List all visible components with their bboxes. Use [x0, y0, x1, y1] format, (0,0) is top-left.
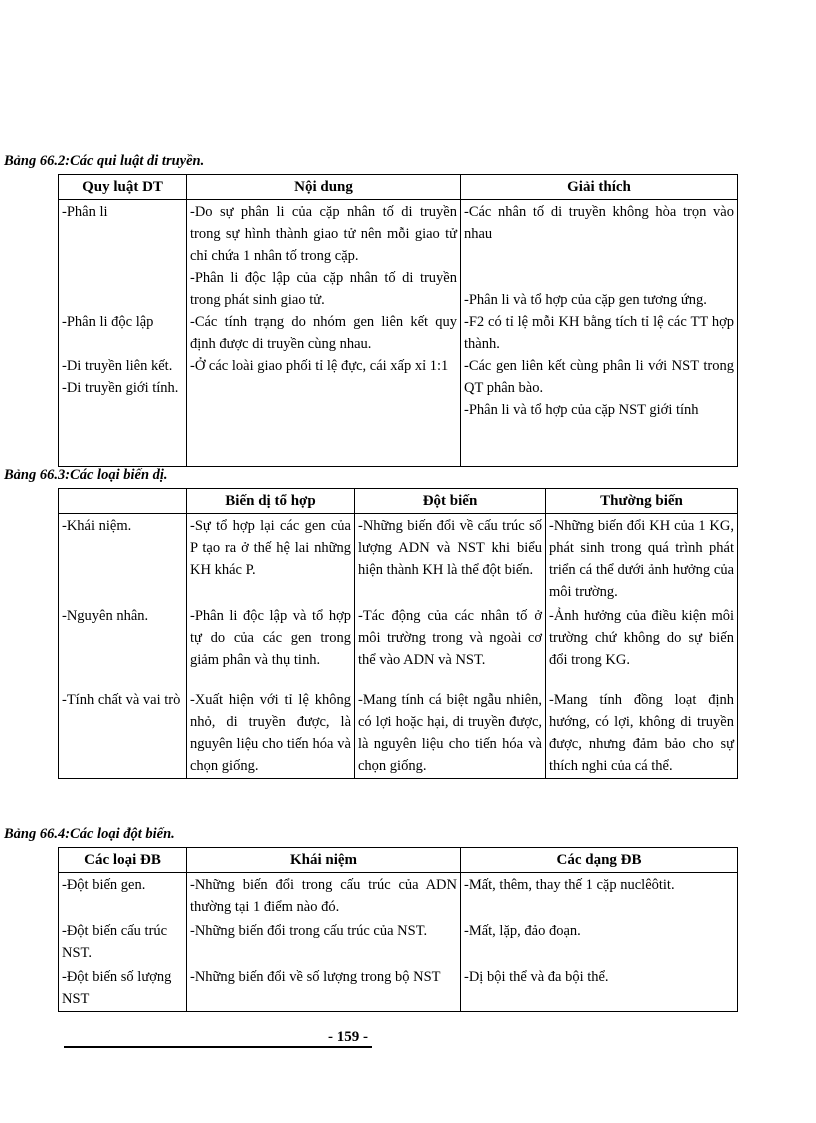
table-cell: -Xuất hiện với tỉ lệ không nhỏ, di truyền được, là nguyên liệu cho tiến hóa và chọn giống.: [187, 688, 355, 779]
table-row: [59, 514, 738, 605]
table-cell: -Những biến đổi về cấu trúc số lượng ADN và NST khi biểu hiện thành KH là thể đột biến.: [355, 514, 546, 605]
table-row: [59, 919, 738, 965]
table-cell: -Mất, lặp, đảo đoạn.: [461, 919, 738, 965]
column-header: Giải thích: [461, 175, 738, 200]
table-cell: -Những biến đổi KH của 1 KG, phát sinh trong quá trình phát triển cá thể dưới ảnh hưởng của môi trường.: [546, 514, 738, 605]
column-header: Biến dị tổ hợp: [187, 489, 355, 514]
table-cell: -Tác động của các nhân tố ở môi trường trong và ngoài cơ thể vào ADN và NST.: [355, 604, 546, 688]
column-header: Đột biến: [355, 489, 546, 514]
table-cell: -Đột biến gen.: [59, 873, 187, 920]
column-header: [59, 489, 187, 514]
table-variation-types: [58, 488, 738, 779]
table-row: [59, 604, 738, 688]
table-cell: -Phân li độc lập và tổ hợp tự do của các gen trong giảm phân và thụ tinh.: [187, 604, 355, 688]
table-cell: -Khái niệm.: [59, 514, 187, 605]
table-cell: -Đột biến số lượng NST: [59, 965, 187, 1012]
table-caption-66-2: Bảng 66.2:Các qui luật di truyền.: [4, 153, 205, 169]
column-header: Khái niệm: [187, 848, 461, 873]
column-header: Các loại ĐB: [59, 848, 187, 873]
table-cell: -Dị bội thể và đa bội thể.: [461, 965, 738, 1012]
table-cell: -Do sự phân li của cặp nhân tố di truyền trong sự hình thành giao tử nên mỗi giao tử chỉ chứa 1 nhân tố trong cặp. -Phân li độc lập của cặp nhân tố di truyền trong phát sinh giao tử. -Các tính trạng do nhóm gen liên kết quy định được di truyền cùng nhau. -Ở các loài giao phối tỉ lệ đực, cái xấp xỉ 1:1: [187, 200, 461, 467]
table-row: [59, 200, 738, 467]
table-header-row: [59, 489, 738, 514]
table-cell: -Nguyên nhân.: [59, 604, 187, 688]
table-cell: -Các nhân tố di truyền không hòa trọn vào nhau -Phân li và tổ hợp của cặp gen tương ứng. -F2 có tỉ lệ mỗi KH bằng tích tỉ lệ các TT hợp thành. -Các gen liên kết cùng phân li với NST trong QT phân bào. -Phân li và tổ hợp của cặp NST giới tính: [461, 200, 738, 467]
table-row: [59, 965, 738, 1012]
page-number: - 159 -: [328, 1029, 368, 1045]
table-cell: -Những biến đổi trong cấu trúc của NST.: [187, 919, 461, 965]
table-caption-66-3: Bảng 66.3:Các loại biến dị.: [4, 467, 168, 483]
table-cell: -Mang tính đồng loạt định hướng, có lợi, không di truyền được, nhưng đảm bảo cho sự thích nghi của cá thể.: [546, 688, 738, 779]
column-header: Quy luật DT: [59, 175, 187, 200]
table-cell: -Đột biến cấu trúc NST.: [59, 919, 187, 965]
column-header: Các dạng ĐB: [461, 848, 738, 873]
table-row: [59, 873, 738, 920]
table-cell: -Sự tổ hợp lại các gen của P tạo ra ở thế hệ lai những KH khác P.: [187, 514, 355, 605]
table-cell: -Phân li -Phân li độc lập -Di truyền liên kết. -Di truyền giới tính.: [59, 200, 187, 467]
footer-rule: [64, 1046, 372, 1048]
table-cell: -Những biến đổi trong cấu trúc của ADN thường tại 1 điểm nào đó.: [187, 873, 461, 920]
table-header-row: [59, 175, 738, 200]
table-cell: -Mất, thêm, thay thế 1 cặp nuclêôtit.: [461, 873, 738, 920]
table-cell: -Tính chất và vai trò: [59, 688, 187, 779]
table-mutation-types: [58, 847, 738, 1012]
table-cell: -Ảnh hưởng của điều kiện môi trường chứ không do sự biến đổi trong KG.: [546, 604, 738, 688]
table-cell: -Những biến đổi về số lượng trong bộ NST: [187, 965, 461, 1012]
table-row: [59, 688, 738, 779]
table-caption-66-4: Bảng 66.4:Các loại đột biến.: [4, 826, 175, 842]
column-header: Nội dung: [187, 175, 461, 200]
table-header-row: [59, 848, 738, 873]
table-cell: -Mang tính cá biệt ngẫu nhiên, có lợi hoặc hại, di truyền được, là nguyên liệu cho tiến hóa và chọn giống.: [355, 688, 546, 779]
column-header: Thường biến: [546, 489, 738, 514]
table-inheritance-laws: [58, 174, 738, 467]
